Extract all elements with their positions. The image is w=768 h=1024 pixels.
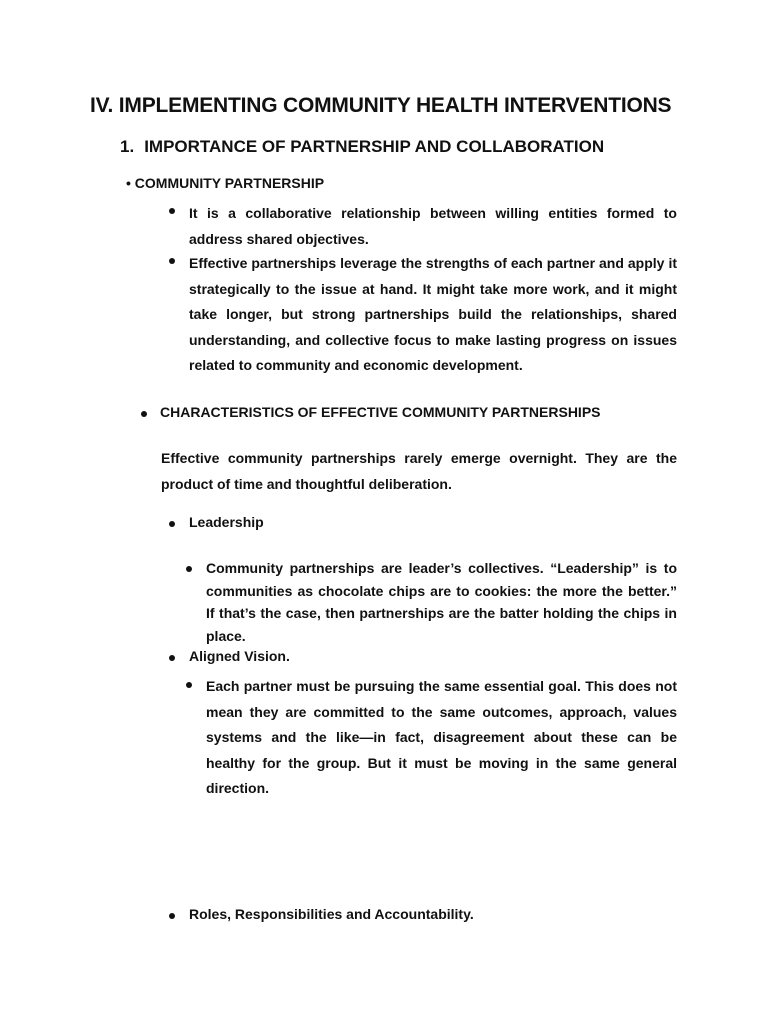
bullet-icon <box>169 912 175 922</box>
partnership-definition: It is a collaborative relationship between willing entities formed to address shared objectives. <box>189 205 677 247</box>
community-partnership-title: COMMUNITY PARTNERSHIP <box>134 175 325 191</box>
section-heading <box>120 137 604 157</box>
bullet-icon <box>169 520 175 530</box>
bullet-icon: • <box>126 175 131 191</box>
aligned-vision-text: Each partner must be pursuing the same essential goal. This does not mean they are committed to the same outcomes, approach, values systems and the like—in fact, disagreement about these can be healthy for the group. But it must be moving in the same general direction. <box>206 678 677 797</box>
roles-label: Roles, Responsibilities and Accountability. <box>189 906 474 922</box>
leadership-text: Community partnerships are leader’s collectives. “Leadership” is to communities as chocolate chips are to cookies: the more the better.” If that’s the case, then partnerships are the batter holding the chips in place. <box>206 560 677 644</box>
section-title: IMPORTANCE OF PARTNERSHIP AND COLLABORATION <box>144 137 605 156</box>
bullet-icon <box>169 654 175 664</box>
page-title: IV. IMPLEMENTING COMMUNITY HEALTH INTERVENTIONS <box>90 94 672 117</box>
partnership-benefits: Effective partnerships leverage the strengths of each partner and apply it strategically to the issue at hand. It might take more work, and it might take longer, but strong partnerships build the relationships, shared understanding, and collective focus to make lasting progress on issues related to community and economic development. <box>189 255 677 374</box>
characteristics-title: CHARACTERISTICS OF EFFECTIVE COMMUNITY PARTNERSHIPS <box>160 404 601 420</box>
bullet-icon <box>141 410 147 420</box>
aligned-vision-label: Aligned Vision. <box>189 648 290 664</box>
bullet-icon <box>169 257 175 267</box>
section-number: 1. <box>120 137 135 156</box>
bullet-icon <box>169 207 175 217</box>
characteristics-intro: Effective community partnerships rarely emerge overnight. They are the product of time and thoughtful deliberation. <box>161 450 677 492</box>
bullet-icon <box>186 565 192 575</box>
leadership-label: Leadership <box>189 514 264 530</box>
community-partnership-heading <box>126 175 324 191</box>
bullet-icon <box>186 681 192 691</box>
